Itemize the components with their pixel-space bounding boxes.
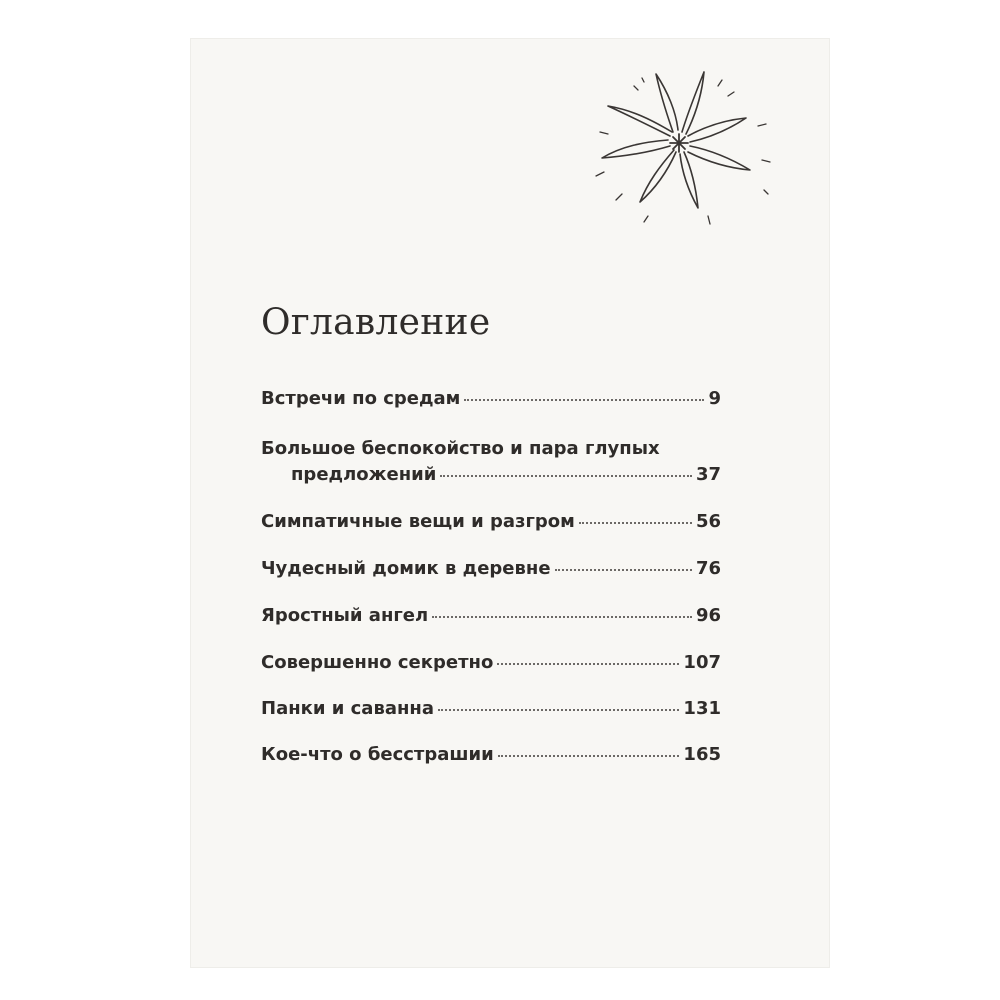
- toc-entry[interactable]: [261, 698, 721, 719]
- toc-entry[interactable]: [261, 744, 721, 765]
- toc-entry[interactable]: [261, 511, 721, 532]
- toc-entry-page: 131: [683, 698, 721, 719]
- dot-leader: [432, 616, 692, 618]
- toc-entry-title: Встречи по средам: [261, 388, 461, 409]
- toc-entry-page: 165: [683, 744, 721, 765]
- toc-entry[interactable]: [261, 388, 721, 409]
- dot-leader: [579, 522, 692, 524]
- dot-leader: [498, 755, 680, 757]
- toc-entry-page: 56: [695, 511, 721, 532]
- page-title: Оглавление: [261, 302, 491, 343]
- dot-leader: [555, 569, 692, 571]
- toc-entry-title: Чудесный домик в деревне: [261, 558, 551, 579]
- sun-star-icon: [578, 62, 783, 232]
- toc-entry-title: Большое беспокойство и пара глупых: [261, 438, 660, 459]
- toc-entry-page: 76: [695, 558, 721, 579]
- toc-entry-title: Панки и саванна: [261, 698, 434, 719]
- toc-entry-page: 96: [695, 605, 721, 626]
- dot-leader: [438, 709, 679, 711]
- toc-entry-page: 9: [708, 388, 721, 409]
- toc-entry-title: Симпатичные вещи и разгром: [261, 511, 575, 532]
- toc-entry-title: Кое-что о бесстрашии: [261, 744, 494, 765]
- toc-entry[interactable]: [261, 438, 721, 485]
- dot-leader: [464, 399, 704, 401]
- toc-entry-title: Совершенно секретно: [261, 652, 494, 673]
- toc-entry-title: Яростный ангел: [261, 605, 429, 626]
- dot-leader: [440, 475, 692, 477]
- toc-entry[interactable]: [261, 652, 721, 673]
- toc-entry-page: 37: [695, 464, 721, 485]
- toc-entry-page: 107: [683, 652, 721, 673]
- toc-entry-title-continued: предложений: [291, 464, 437, 485]
- dot-leader: [497, 663, 679, 665]
- toc-entry[interactable]: [261, 558, 721, 579]
- toc-entry[interactable]: [261, 605, 721, 626]
